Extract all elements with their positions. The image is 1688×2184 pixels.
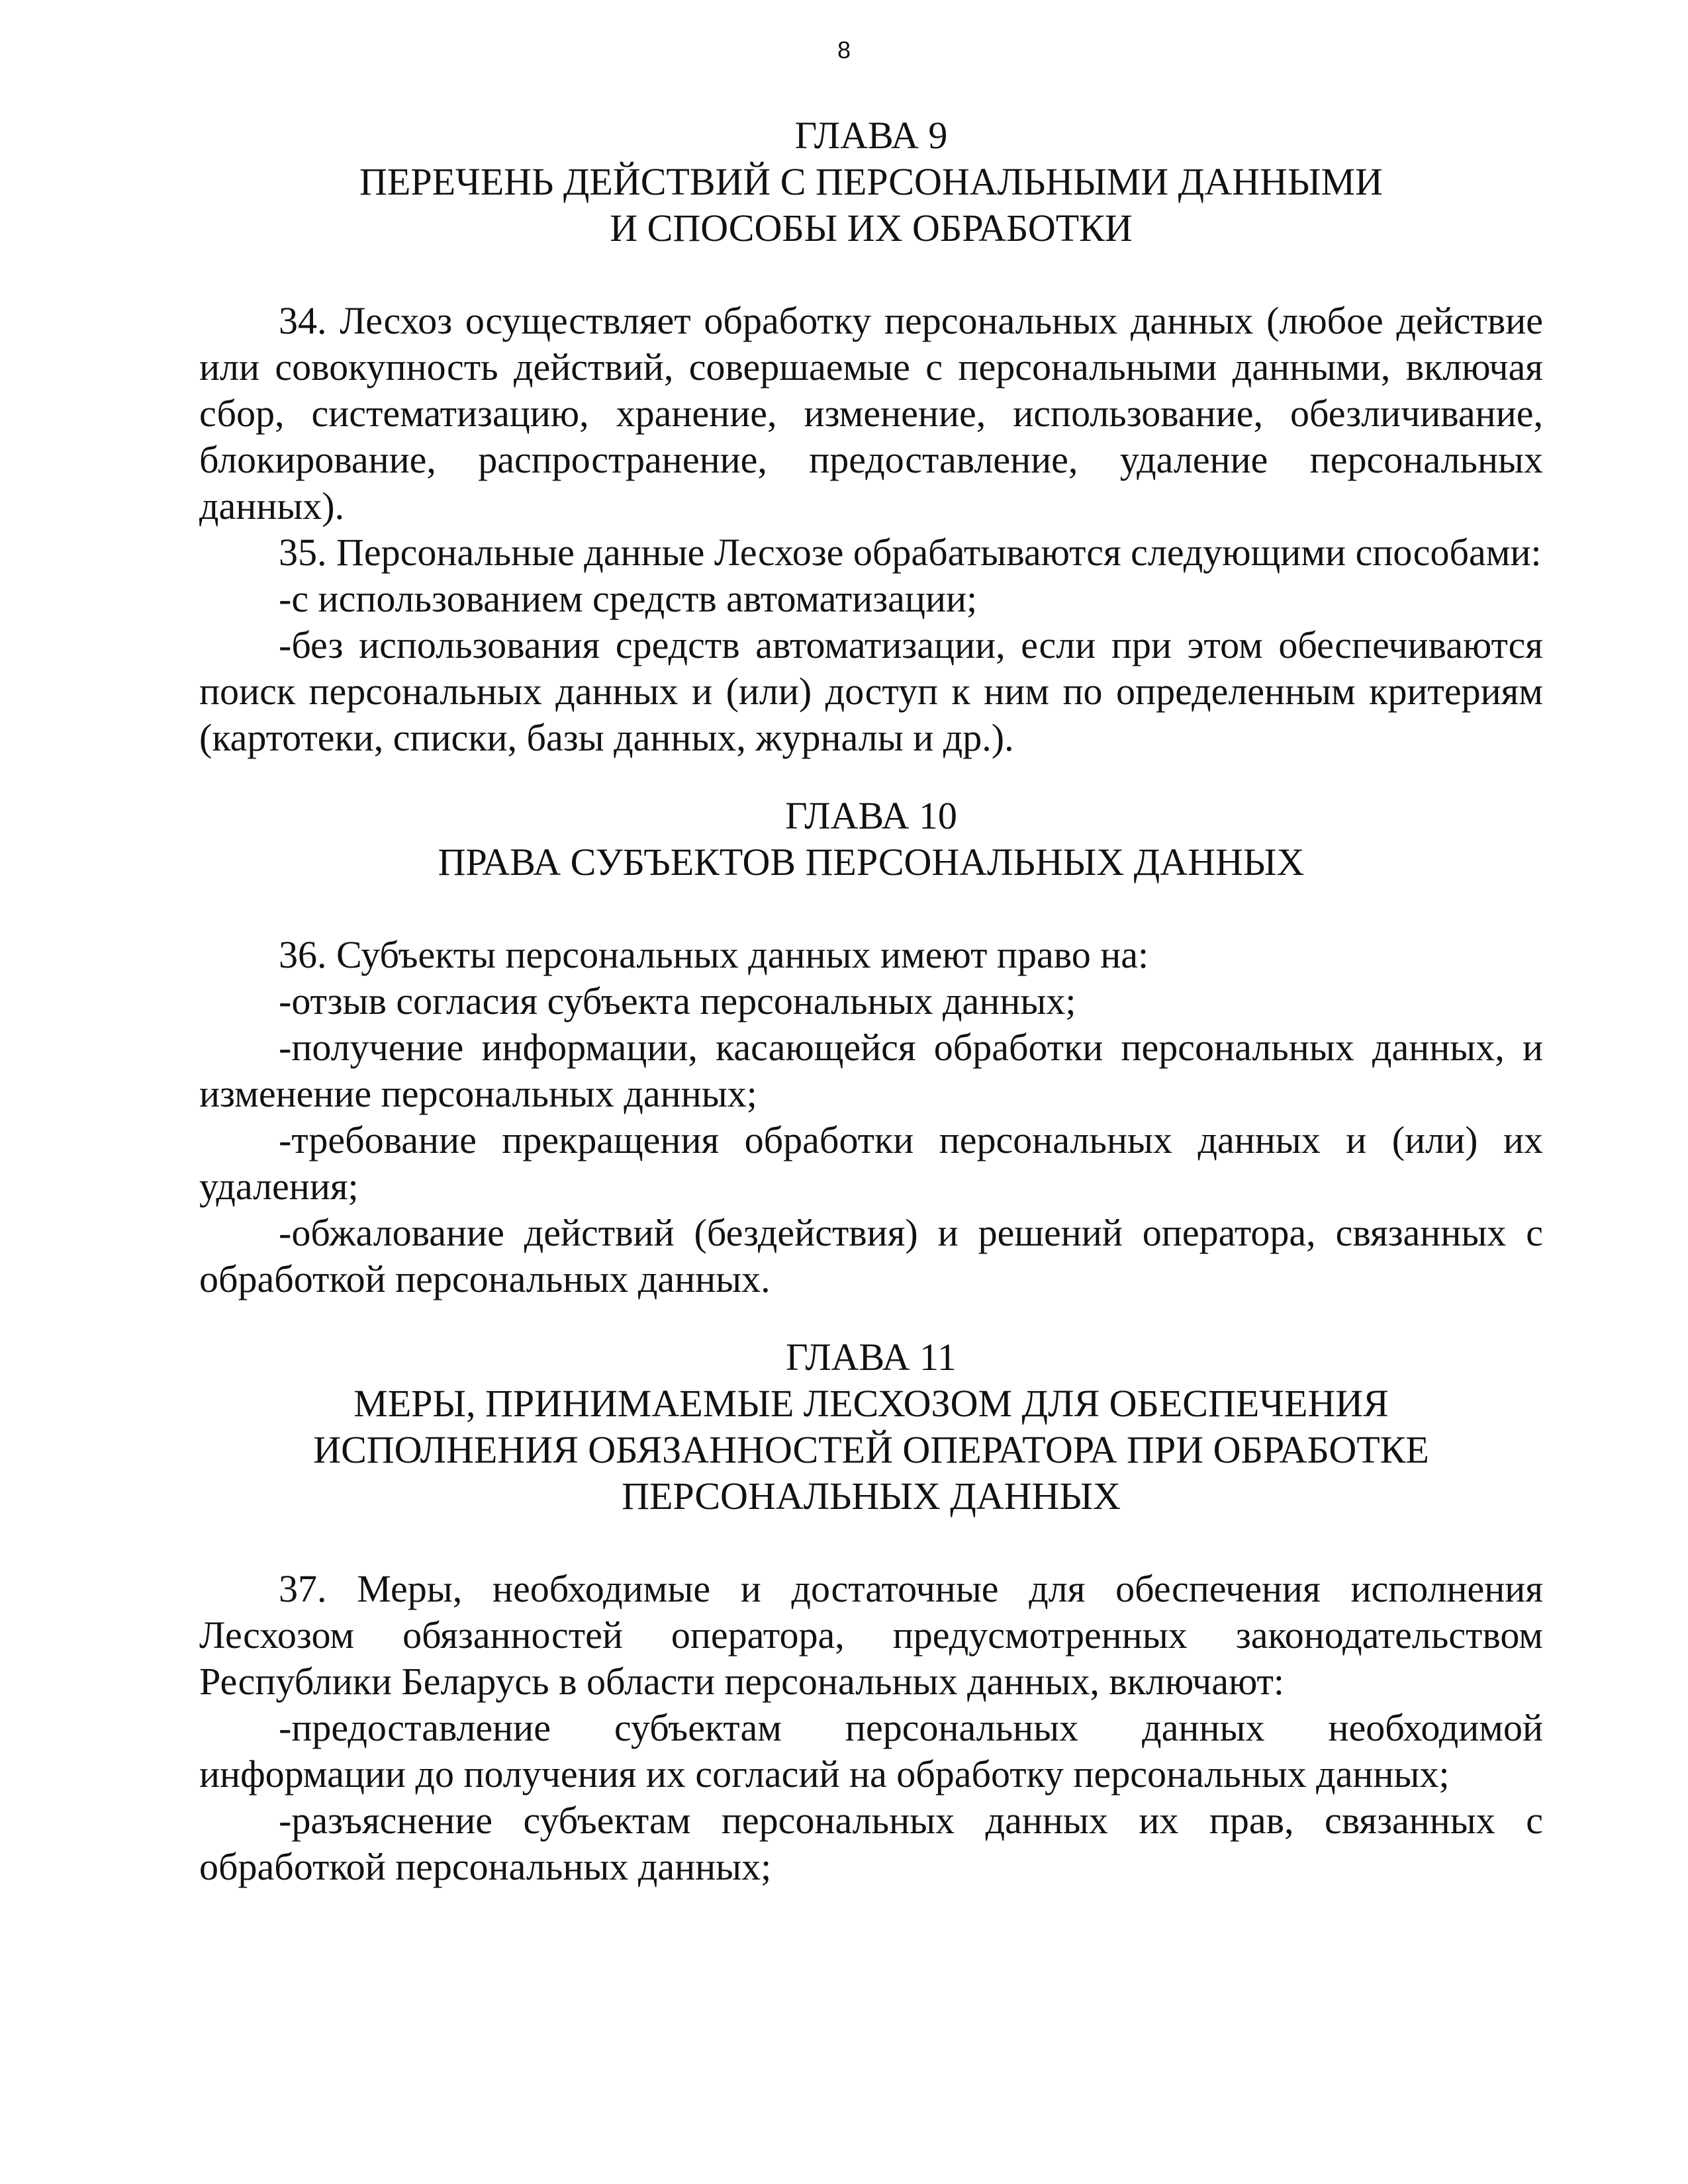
chapter-9-heading: [199, 113, 1543, 251]
chapter-11-title-line-2: ИСПОЛНЕНИЯ ОБЯЗАННОСТЕЙ ОПЕРАТОРА ПРИ ОБРАБОТКЕ: [313, 1428, 1429, 1471]
chapter-11-heading: [199, 1334, 1543, 1520]
spacer: [199, 1520, 1543, 1566]
page-content: [199, 113, 1543, 1890]
paragraph-36-item-2: -получение информации, касающейся обработки персональных данных, и изменение персональных данных;: [199, 1026, 1543, 1115]
paragraph-36: 36. Субъекты персональных данных имеют право на:: [279, 933, 1149, 976]
chapter-11-title-line-1: МЕРЫ, ПРИНИМАЕМЫЕ ЛЕСХОЗОМ ДЛЯ ОБЕСПЕЧЕНИЯ: [353, 1382, 1389, 1425]
chapter-11-number: ГЛАВА 11: [786, 1336, 957, 1379]
paragraph-36-item-3: -требование прекращения обработки персональных данных и (или) их удаления;: [199, 1118, 1543, 1208]
chapter-10-number: ГЛАВА 10: [785, 794, 957, 837]
chapter-9-number: ГЛАВА 9: [794, 114, 948, 157]
chapter-10-heading: [199, 793, 1543, 886]
paragraph-36-item-1: -отзыв согласия субъекта персональных данных;: [279, 979, 1076, 1023]
page-number: 8: [837, 36, 851, 64]
chapter-9-title-line-1: ПЕРЕЧЕНЬ ДЕЙСТВИЙ С ПЕРСОНАЛЬНЫМИ ДАННЫМИ: [359, 160, 1383, 203]
spacer: [199, 886, 1543, 932]
paragraph-37-item-1: -предоставление субъектам персональных данных необходимой информации до получения их согласий на обработку персональных данных;: [199, 1706, 1543, 1796]
paragraph-35: 35. Персональные данные Лесхозе обрабатываются следующими способами:: [279, 531, 1542, 574]
paragraph-34: 34. Лесхоз осуществляет обработку персональных данных (любое действие или совокупность действий, совершаемые с персональными данными, включая сбор, систематизацию, хранение, изменение, использование, обезличивание, блокирование, распространение, предоставление, удаление персональных данных).: [199, 299, 1543, 527]
spacer: [199, 761, 1543, 793]
paragraph-35-item-1: -с использованием средств автоматизации;: [279, 577, 978, 620]
spacer: [199, 1302, 1543, 1334]
chapter-10-title-line-1: ПРАВА СУБЪЕКТОВ ПЕРСОНАЛЬНЫХ ДАННЫХ: [438, 841, 1305, 884]
chapter-11-title-line-3: ПЕРСОНАЛЬНЫХ ДАННЫХ: [622, 1475, 1121, 1518]
paragraph-37-item-2: -разъяснение субъектам персональных данных их прав, связанных с обработкой персональных данных;: [199, 1799, 1543, 1888]
spacer: [199, 251, 1543, 298]
paragraph-37: 37. Меры, необходимые и достаточные для обеспечения исполнения Лесхозом обязанностей оператора, предусмотренных законодательством Республики Беларусь в области персональных данных, включают:: [199, 1567, 1543, 1703]
chapter-9-title-line-2: И СПОСОБЫ ИХ ОБРАБОТКИ: [610, 206, 1133, 250]
paragraph-36-item-4: -обжалование действий (бездействия) и решений оператора, связанных с обработкой персональных данных.: [199, 1211, 1543, 1300]
paragraph-35-item-2: -без использования средств автоматизации, если при этом обеспечиваются поиск персональных данных и (или) доступ к ним по определенным критериям (картотеки, списки, базы данных, журналы и др.).: [199, 623, 1543, 759]
